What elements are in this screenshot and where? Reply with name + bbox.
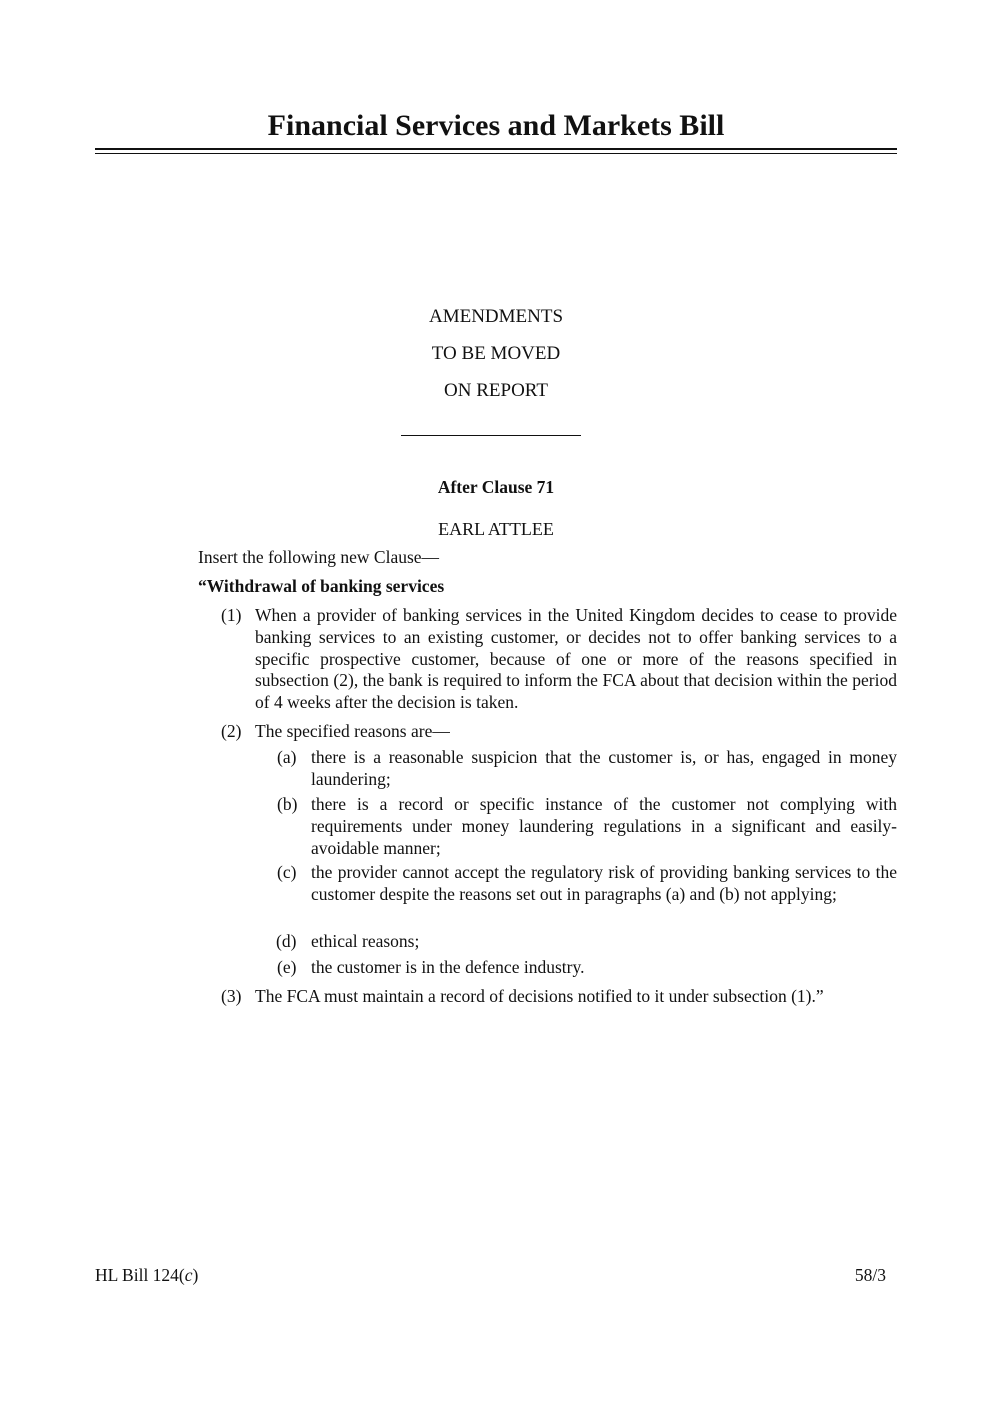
paragraph-b-text: there is a record or specific instance of the customer not complying with requirements under money laundering regulations in a significant and easily-avoidable manner; bbox=[311, 794, 897, 858]
heading-on-report: ON REPORT bbox=[444, 380, 548, 401]
paragraph-a-number: (a) bbox=[277, 747, 297, 767]
paragraph-c-text: the provider cannot accept the regulatory risk of providing banking services to the customer despite the reasons set out in paragraphs (a) and (b) not applying; bbox=[311, 862, 897, 904]
title-rule-thick bbox=[95, 148, 897, 150]
title-rule-thin bbox=[95, 153, 897, 154]
clause-heading: After Clause 71 bbox=[437, 477, 555, 497]
heading-amendments: AMENDMENTS bbox=[428, 306, 564, 327]
paragraph-a-text: there is a reasonable suspicion that the customer is, or has, engaged in money laundering; bbox=[311, 747, 897, 789]
page-reference: 58/3 bbox=[854, 1265, 886, 1285]
subsection-3-number: (3) bbox=[221, 986, 242, 1006]
subsection-2-text: The specified reasons are— bbox=[255, 721, 450, 741]
subsection-1-number: (1) bbox=[221, 605, 242, 625]
bill-reference-suffix: ) bbox=[192, 1265, 199, 1285]
bill-reference-italic: c bbox=[184, 1265, 193, 1285]
bill-title: Financial Services and Markets Bill bbox=[267, 109, 725, 142]
paragraph-d-text: ethical reasons; bbox=[311, 931, 420, 951]
paragraph-d-number: (d) bbox=[276, 931, 297, 951]
heading-to-be-moved: TO BE MOVED bbox=[431, 343, 561, 364]
paragraph-b-number: (b) bbox=[277, 794, 298, 814]
section-divider bbox=[401, 435, 581, 436]
subsection-1-text: When a provider of banking services in the United Kingdom decides to cease to provide banking services to an existing customer, or decides not to offer banking services to a specific prospective customer, because of one or more of the reasons specified in subsection (2), the bank is required to inform the FCA about that decision within the period of 4 weeks after the decision is taken. bbox=[255, 605, 897, 713]
amendment-intro: Insert the following new Clause— bbox=[198, 547, 440, 567]
paragraph-e-text: the customer is in the defence industry. bbox=[311, 957, 585, 977]
bill-reference-prefix: HL Bill 124( bbox=[95, 1265, 185, 1285]
paragraph-e-number: (e) bbox=[277, 957, 297, 977]
mover-name: EARL ATTLEE bbox=[438, 519, 554, 539]
new-clause-title: “Withdrawal of banking services bbox=[198, 576, 445, 596]
subsection-2-number: (2) bbox=[221, 721, 242, 741]
subsection-3-text: The FCA must maintain a record of decisions notified to it under subsection (1).” bbox=[255, 986, 824, 1006]
bill-reference bbox=[95, 1264, 198, 1286]
paragraph-c-number: (c) bbox=[277, 862, 297, 882]
